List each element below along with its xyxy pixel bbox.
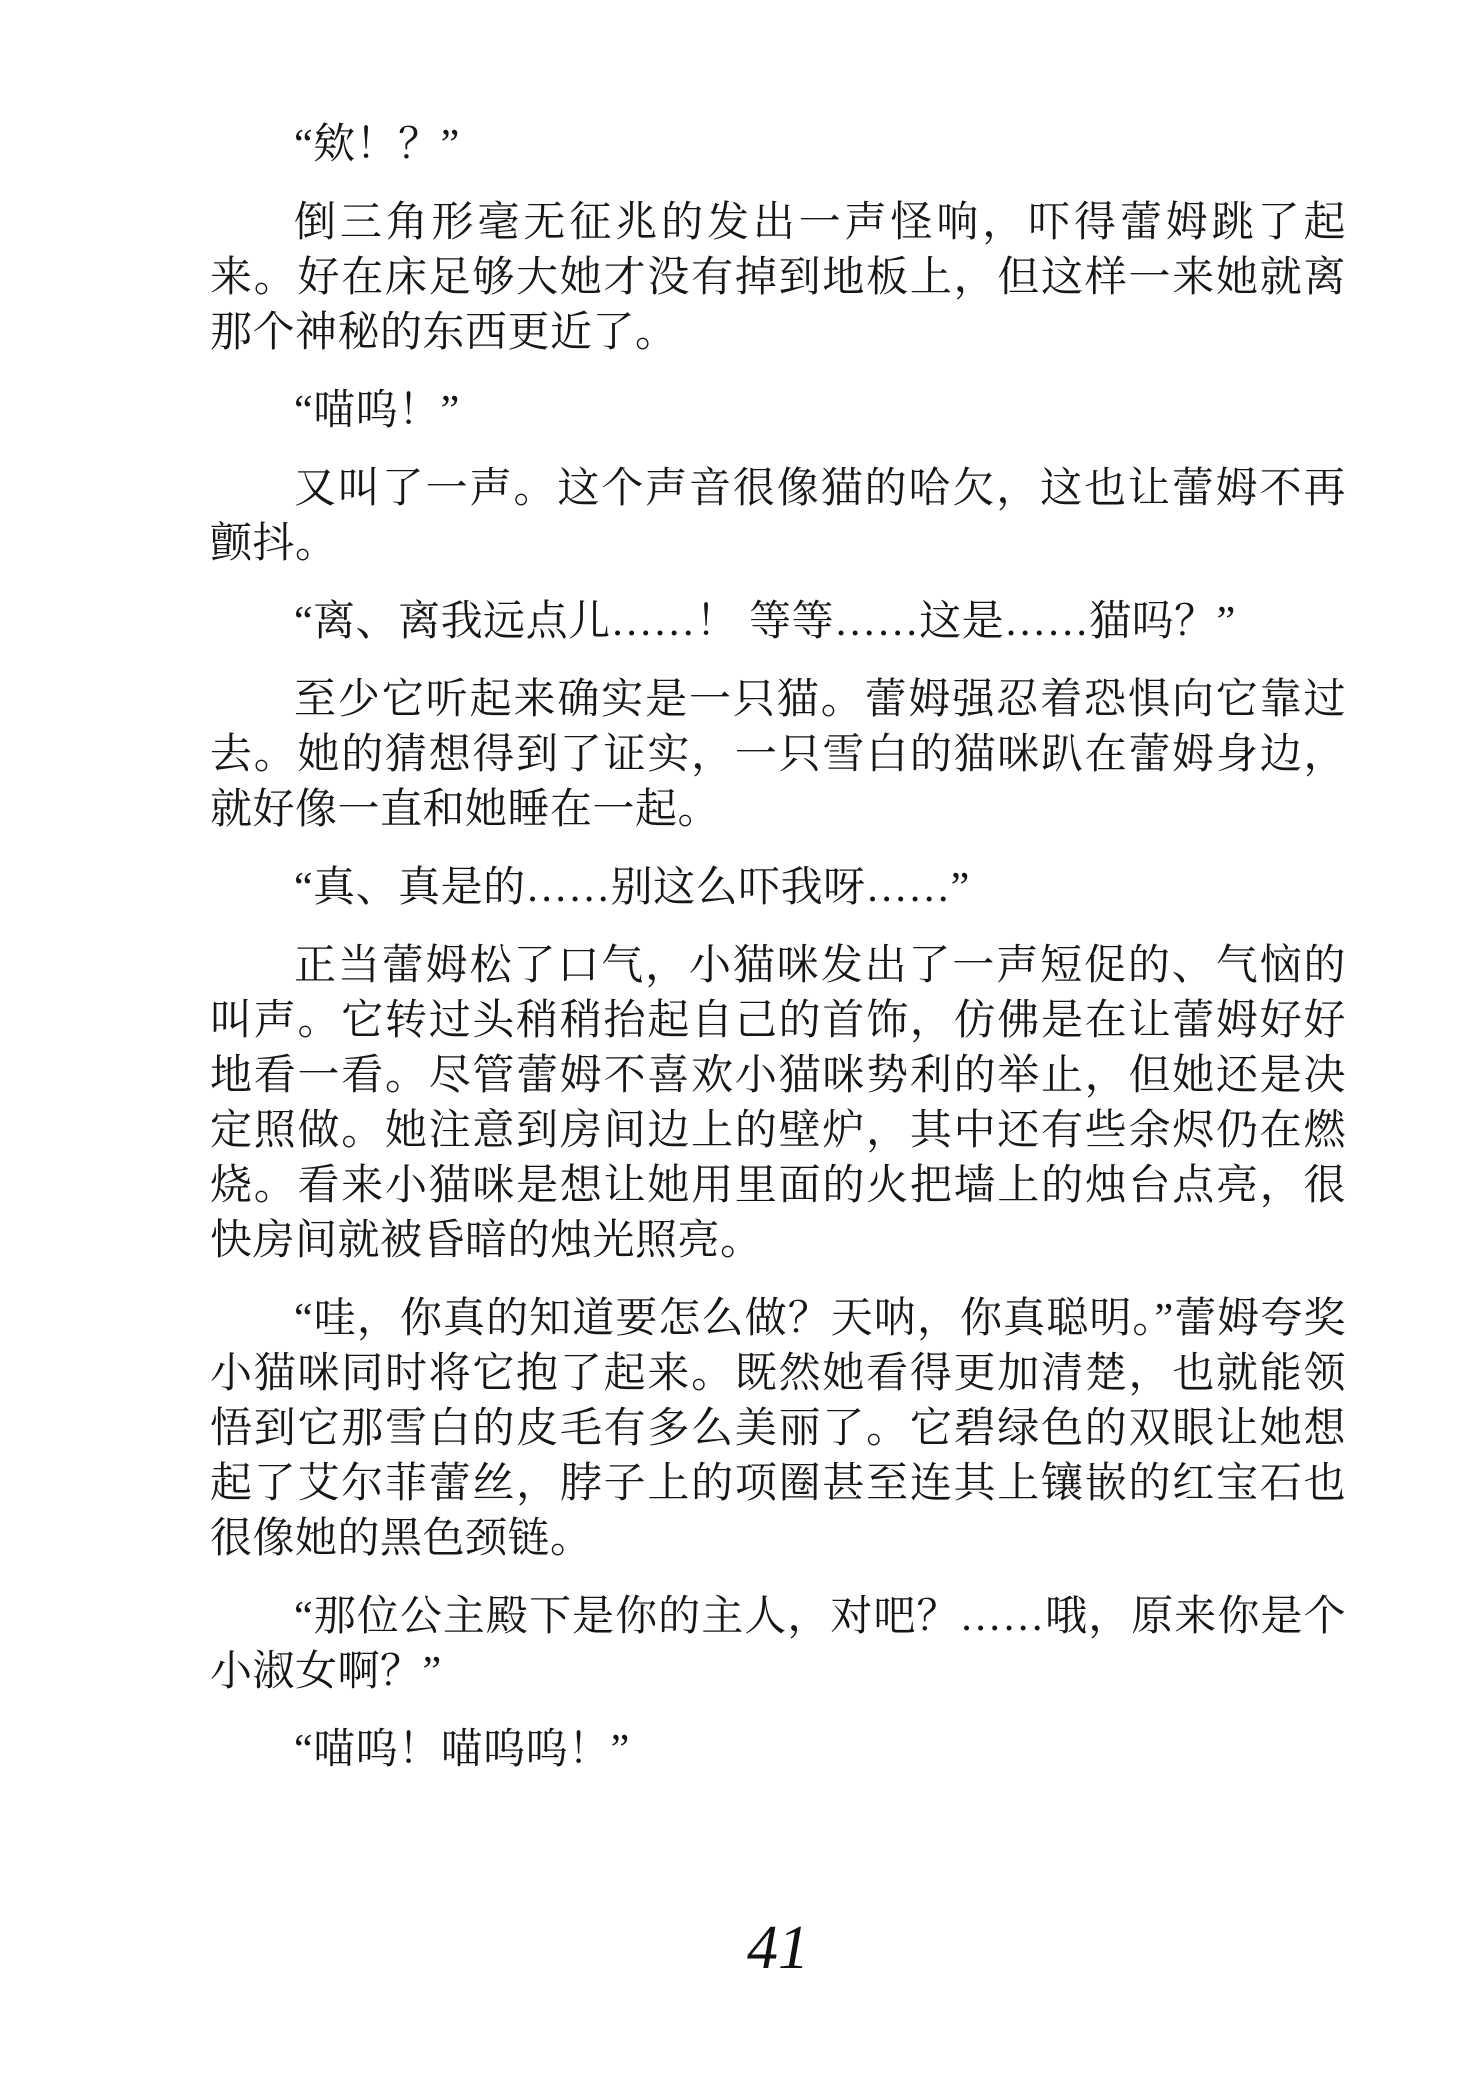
paragraph-2: 倒三角形毫无征兆的发出一声怪响，吓得蕾姆跳了起来。好在床足够大她才没有掉到地板上，但这样一来她就离那个神秘的东西更近了。 <box>210 200 1346 356</box>
paragraph-9: “哇，你真的知道要怎么做？天呐，你真聪明。”蕾姆夸奖小猫咪同时将它抱了起来。既然她看得更加清楚，也就能领悟到它那雪白的皮毛有多么美丽了。它碧绿色的双眼让她想起了艾尔菲蕾丝，脖子上的项圈甚至连其上镶嵌的红宝石也很像她的黑色颈链。 <box>210 1296 1346 1562</box>
paragraph-5: “离、离我远点儿……！ 等等……这是……猫吗？” <box>294 599 1236 645</box>
paragraph-11: “喵呜！喵呜呜！” <box>294 1727 630 1773</box>
paragraph-3: “喵呜！” <box>294 388 460 434</box>
paragraph-4: 又叫了一声。这个声音很像猫的哈欠，这也让蕾姆不再颤抖。 <box>210 466 1346 567</box>
paragraph-1: “欸！？” <box>294 122 460 168</box>
paragraph-8: 正当蕾姆松了口气，小猫咪发出了一声短促的、气恼的叫声。它转过头稍稍抬起自己的首饰，仿佛是在让蕾姆好好地看一看。尽管蕾姆不喜欢小猫咪势利的举止，但她还是决定照做。她注意到房间边上的壁炉，其中还有些余烬仍在燃烧。看来小猫咪是想让她用里面的火把墙上的烛台点亮，很快房间就被昏暗的烛光照亮。 <box>210 943 1346 1264</box>
paragraph-6: 至少它听起来确实是一只猫。蕾姆强忍着恐惧向它靠过去。她的猜想得到了证实，一只雪白的猫咪趴在蕾姆身边，就好像一直和她睡在一起。 <box>210 677 1346 833</box>
paragraph-10: “那位公主殿下是你的主人，对吧？……哦，原来你是个小淑女啊？” <box>210 1594 1346 1695</box>
paragraph-7: “真、真是的……别这么吓我呀……” <box>294 865 970 911</box>
page-number: 41 <box>747 1914 809 1982</box>
text-column <box>210 118 1346 1778</box>
